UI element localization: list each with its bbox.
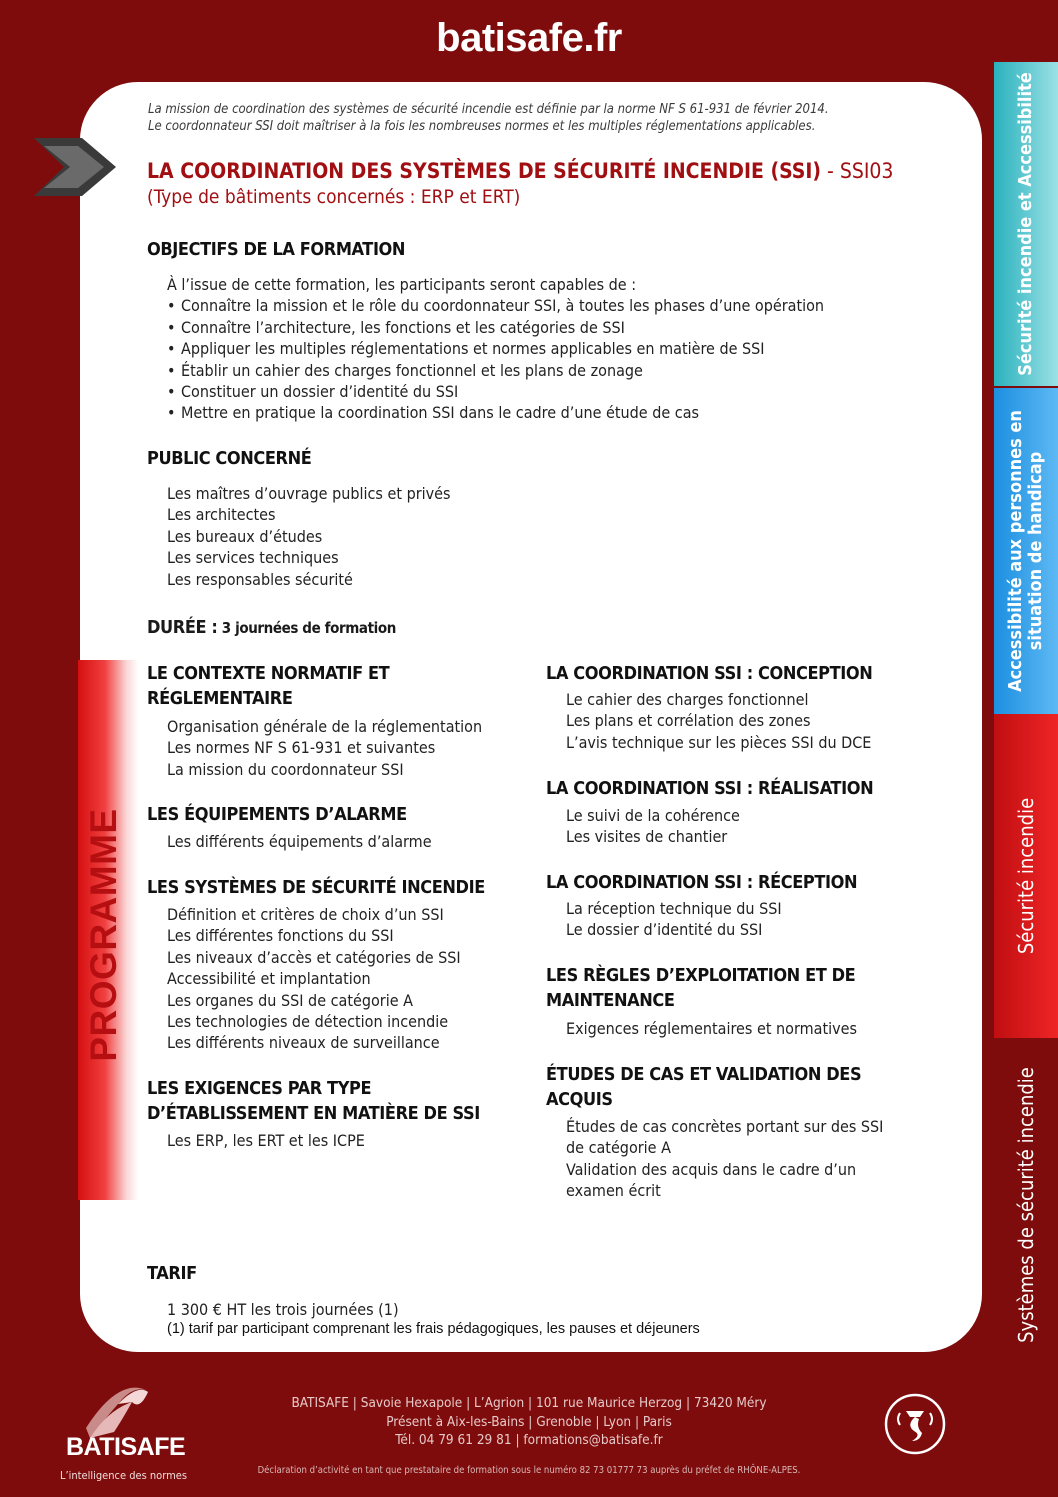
intro-line: Le coordonnateur SSI doit maîtriser à la fois les nombreuses normes et les multiples réglementations applicables.	[148, 119, 816, 134]
heading-line: ÉTUDES DE CAS ET VALIDATION DES	[546, 1064, 862, 1085]
list-item: Validation des acquis dans le cadre d’un	[566, 1159, 857, 1179]
side-tab-ssi[interactable]: Systèmes de sécurité incendie	[1014, 1067, 1039, 1343]
page-subtitle: (Type de bâtiments concernés : ERP et ERT)	[147, 186, 521, 208]
chevron-right-icon	[30, 132, 120, 202]
list-item: Les technologies de détection incendie	[167, 1012, 449, 1032]
list-item: Les plans et corrélation des zones	[566, 711, 811, 731]
heading-line: LES EXIGENCES PAR TYPE	[147, 1078, 372, 1099]
section-items	[566, 1018, 857, 1039]
section-heading: LA COORDINATION SSI : RÉCEPTION	[546, 872, 858, 893]
section-items	[566, 1116, 883, 1202]
duree	[147, 617, 396, 638]
list-item: Les différents niveaux de surveillance	[167, 1033, 440, 1053]
heading-line: RÉGLEMENTAIRE	[147, 688, 293, 709]
list-item: La réception technique du SSI	[566, 899, 782, 918]
section-heading	[147, 661, 389, 711]
list-item: • Établir un cahier des charges fonctionnel et les plans de zonage	[167, 360, 824, 381]
section-items	[167, 831, 432, 852]
list-item: Les différents équipements d’alarme	[167, 832, 432, 851]
list-item: Les niveaux d’accès et catégories de SSI	[167, 947, 461, 967]
side-tab-line-2: situation de handicap	[1025, 451, 1047, 651]
section-heading: LA COORDINATION SSI : CONCEPTION	[546, 663, 873, 684]
list-item: Accessibilité et implantation	[167, 969, 371, 989]
intro-line: La mission de coordination des systèmes de sécurité incendie est définie par la norme NF S 61-931 de février 2014.	[148, 102, 829, 117]
heading-line: LES RÈGLES D’EXPLOITATION ET DE	[546, 965, 856, 986]
logo-name: BATISAFE	[66, 1433, 186, 1461]
list-item: L’avis technique sur les pièces SSI du DCE	[566, 732, 872, 752]
side-tab-securite-accessibilite[interactable]: Sécurité incendie et Accessibilité	[994, 62, 1058, 386]
list-item: Les organes du SSI de catégorie A	[167, 990, 413, 1010]
title-main: LA COORDINATION DES SYSTÈMES DE SÉCURITÉ INCENDIE (SSI)	[147, 159, 822, 183]
intro-text	[148, 101, 948, 135]
list-item: • Appliquer les multiples réglementations et normes applicables en matière de SSI	[167, 338, 824, 359]
list-item: examen écrit	[566, 1181, 661, 1201]
footer-address: BATISAFE | Savoie Hexapole | L’Agrion | 101 rue Maurice Herzog | 73420 Méry	[291, 1395, 767, 1411]
list-item: Organisation générale de la réglementation	[167, 717, 483, 736]
list-item: • Connaître la mission et le rôle du coordonnateur SSI, à toutes les phases d’une opération	[167, 295, 824, 316]
section-items	[566, 898, 782, 941]
section-items	[566, 689, 871, 753]
list-item: Définition et critères de choix d’un SSI	[167, 905, 444, 924]
list-item: Les visites de chantier	[566, 827, 728, 847]
list-item: Le suivi de la cohérence	[566, 806, 740, 825]
list-item: Le dossier d’identité du SSI	[566, 920, 763, 940]
side-tab-line-1: Accessibilité aux personnes en	[1005, 410, 1027, 692]
public-list	[167, 483, 451, 590]
page-title	[147, 158, 967, 184]
section-heading: LA COORDINATION SSI : RÉALISATION	[546, 778, 874, 799]
list-item: Études de cas concrètes portant sur des SSI	[566, 1117, 884, 1136]
section-items	[167, 716, 482, 780]
tarif-heading: TARIF	[147, 1263, 197, 1284]
list-item: Les différentes fonctions du SSI	[167, 926, 394, 946]
heading-line: LE CONTEXTE NORMATIF ET	[147, 663, 390, 684]
list-item: de catégorie A	[566, 1138, 671, 1158]
section-heading: LES SYSTÈMES DE SÉCURITÉ INCENDIE	[147, 877, 485, 898]
list-item: • Constituer un dossier d’identité du SSI	[167, 381, 824, 402]
section-items	[167, 1130, 365, 1151]
side-tab-accessibilite-handicap[interactable]	[994, 388, 1058, 714]
footer-contact[interactable]: Tél. 04 79 61 29 81 | formations@batisafe.fr	[395, 1432, 663, 1448]
footer-declaration: Déclaration d’activité en tant que prestataire de formation sous le numéro 82 73 01777 73 auprès du préfet de RHÔNE-ALPES.	[257, 1464, 801, 1476]
site-url[interactable]: batisafe.fr	[436, 16, 622, 60]
duree-label: DURÉE :	[147, 617, 218, 638]
tarif-price	[167, 1299, 399, 1320]
section-heading	[546, 963, 855, 1013]
side-tab-label	[1006, 410, 1046, 692]
section-heading	[147, 1076, 480, 1126]
list-item: Les normes NF S 61-931 et suivantes	[167, 738, 436, 758]
list-item: La mission du coordonnateur SSI	[167, 759, 404, 779]
list-item: • Mettre en pratique la coordination SSI dans le cadre d’une étude de cas	[167, 402, 824, 423]
section-heading	[546, 1062, 861, 1112]
objectifs-lead: À l’issue de cette formation, les participants seront capables de :	[167, 275, 637, 294]
site-header	[0, 0, 1058, 68]
tarif-note: (1) tarif par participant comprenant les frais pédagogiques, les pauses et déjeuners	[167, 1321, 700, 1337]
objectifs-heading: OBJECTIFS DE LA FORMATION	[147, 239, 406, 260]
heading-line: D’ÉTABLISSEMENT EN MATIÈRE DE SSI	[147, 1103, 480, 1124]
public-heading: PUBLIC CONCERNÉ	[147, 448, 312, 469]
section-items	[167, 904, 461, 1054]
list-item: Les ERP, les ERT et les ICPE	[167, 1131, 365, 1150]
heading-line: ACQUIS	[546, 1089, 613, 1110]
list-item: Les bureaux d’études	[167, 526, 323, 546]
duree-value: 3 journées de formation	[217, 619, 396, 637]
programme-label: PROGRAMME	[83, 808, 124, 1062]
fire-alarm-badge-icon	[884, 1393, 946, 1455]
title-code: - SSI03	[821, 159, 894, 183]
section-items	[566, 805, 740, 848]
objectifs-list	[167, 274, 824, 424]
list-item: Les services techniques	[167, 548, 339, 568]
list-item: Les architectes	[167, 505, 276, 525]
list-item: Exigences réglementaires et normatives	[566, 1019, 857, 1038]
list-item: Les maîtres d’ouvrage publics et privés	[167, 484, 451, 503]
logo-tagline: L’intelligence des normes	[60, 1469, 187, 1482]
list-item: Le cahier des charges fonctionnel	[566, 690, 809, 709]
side-tab-securite-incendie[interactable]: Sécurité incendie	[994, 714, 1058, 1038]
section-heading: LES ÉQUIPEMENTS D’ALARME	[147, 804, 407, 825]
footer-cities: Présent à Aix-les-Bains | Grenoble | Lyon | Paris	[386, 1413, 672, 1430]
list-item: • Connaître l’architecture, les fonctions et les catégories de SSI	[167, 317, 824, 338]
price-text: 1 300 € HT les trois journées (1)	[167, 1300, 399, 1319]
heading-line: MAINTENANCE	[546, 990, 675, 1011]
list-item: Les responsables sécurité	[167, 569, 353, 589]
